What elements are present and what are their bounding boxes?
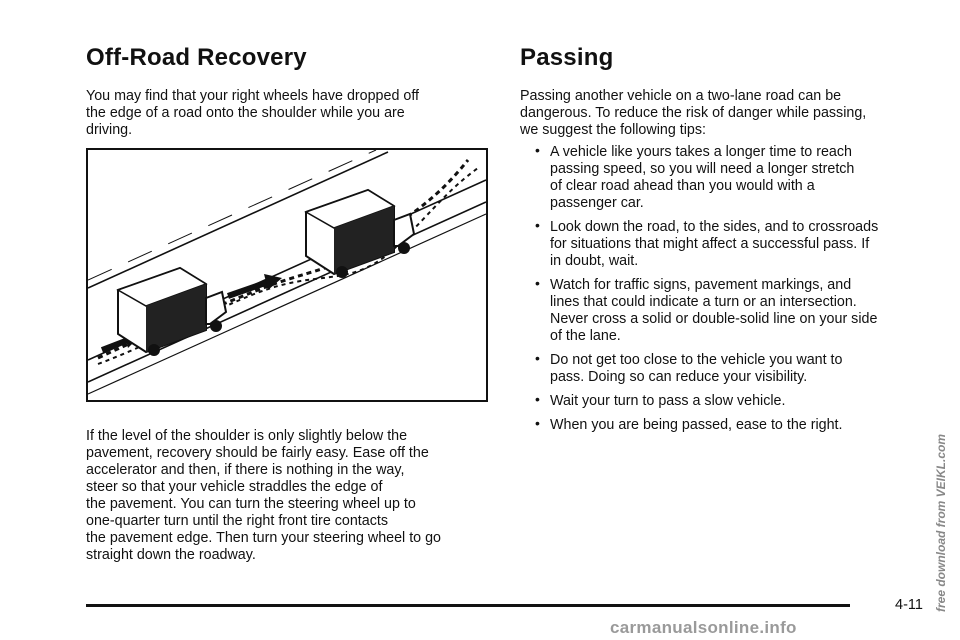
list-item — [520, 144, 930, 212]
passing-intro-text: Passing another vehicle on a two-lane road can be dangerous. To reduce the risk of danger while passing, we suggest the following tips: — [520, 88, 867, 138]
tip-text: Look down the road, to the sides, and to crossroads for situations that might affect a successful pass. If in doubt, wait. — [550, 219, 879, 269]
list-item — [520, 393, 930, 410]
truck-2 — [306, 190, 414, 278]
bullet-icon: • — [535, 350, 540, 366]
off-road-intro-text: You may find that your right wheels have dropped off the edge of a road onto the shoulder while you are driving. — [86, 88, 420, 138]
tip-text: A vehicle like yours takes a longer time to reach passing speed, so you will need a longer stretch of clear road ahead than you would with a passenger car. — [550, 144, 855, 211]
tip-text: When you are being passed, ease to the right. — [550, 417, 843, 433]
list-item — [520, 277, 930, 345]
truck-1 — [118, 268, 226, 356]
list-item — [520, 219, 930, 270]
tip-text: Watch for traffic signs, pavement markings, and lines that could indicate a turn or an intersection. Never cross a solid or double-solid line on your side of the lane. — [550, 277, 878, 344]
bullet-icon: • — [535, 275, 540, 291]
bullet-icon: • — [535, 142, 540, 158]
passing-tips-list — [520, 144, 930, 441]
tip-text: Wait your turn to pass a slow vehicle. — [550, 393, 786, 409]
off-road-body-text: If the level of the shoulder is only slightly below the pavement, recovery should be fairly easy. Ease off the accelerator and then, if there is nothing in the way, steer so that your vehicle straddles the edge of the pavement. You can turn the steering wheel up to one-quarter turn until the right front tire contacts the pavement edge. Then turn your steering wheel to go straight down the roadway. — [86, 428, 442, 563]
bottom-watermark: carmanualsonline.info — [610, 618, 797, 637]
tip-text: Do not get too close to the vehicle you want to pass. Doing so can reduce your visibility. — [550, 352, 843, 385]
page-number: 4-11 — [895, 597, 923, 613]
footer-rule — [86, 604, 850, 607]
list-item — [520, 417, 930, 434]
passing-heading: Passing — [520, 44, 614, 71]
off-road-recovery-heading: Off-Road Recovery — [86, 44, 307, 71]
road-diagram — [88, 150, 486, 400]
side-watermark: free download from VEIKL.com — [934, 433, 948, 612]
off-road-recovery-illustration — [86, 148, 488, 402]
list-item — [520, 352, 930, 386]
bullet-icon: • — [535, 217, 540, 233]
bullet-icon: • — [535, 391, 540, 407]
bullet-icon: • — [535, 415, 540, 431]
